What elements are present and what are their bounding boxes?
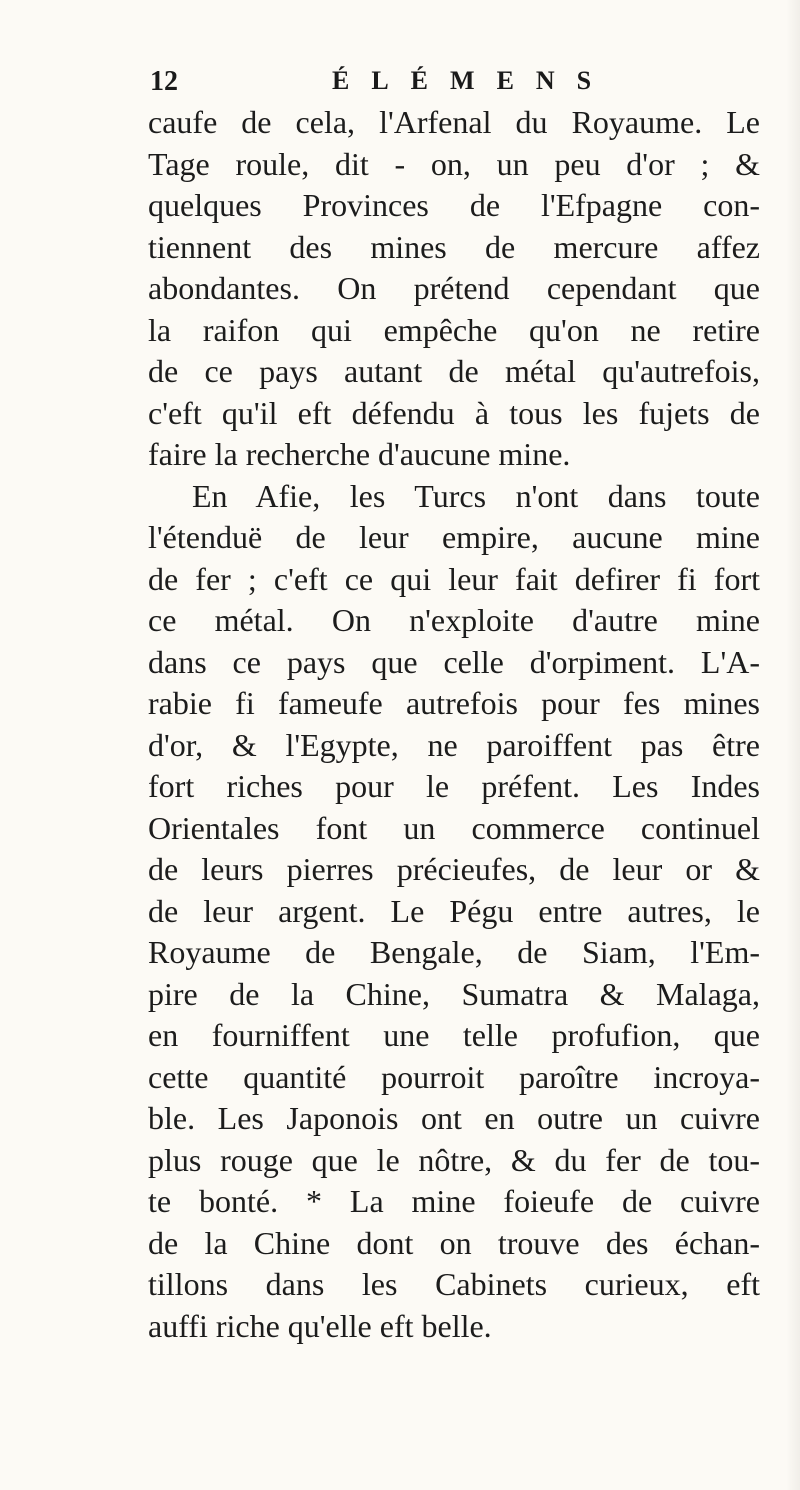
- text-line: tiennent des mines de mercure affez: [148, 228, 760, 265]
- text-line: de la Chine dont on trouve des échan-: [148, 1224, 760, 1261]
- text-line: abondantes. On prétend cependant que: [148, 270, 760, 306]
- text-line: de leurs pierres précieufes, de leur or &: [148, 851, 760, 887]
- text-line: faire la recherche d'aucune mine.: [148, 436, 571, 472]
- text-line: tillons dans les Cabinets curieux, eft: [148, 1266, 760, 1302]
- text-line: c'eft qu'il eft défendu à tous les fujets de: [148, 394, 760, 431]
- text-line: auffi riche qu'elle eft belle.: [148, 1307, 492, 1344]
- text-line: ble. Les Japonois ont en outre un cuivre: [148, 1100, 760, 1136]
- text-line: dans ce pays que celle d'orpiment. L'A-: [148, 643, 760, 680]
- text-line: fort riches pour le préfent. Les Indes: [148, 768, 760, 804]
- text-line: Tage roule, dit - on, un peu d'or ; &: [148, 145, 760, 182]
- text-line: Orientales font un commerce continuel: [148, 809, 760, 846]
- text-line: en fourniffent une telle profufion, que: [148, 1017, 760, 1053]
- text-line: de leur argent. Le Pégu entre autres, le: [148, 892, 760, 929]
- text-line: l'étenduë de leur empire, aucune mine: [148, 519, 760, 555]
- text-line: d'or, & l'Egypte, ne paroiffent pas être: [148, 726, 760, 763]
- page-edge-shadow: [786, 0, 800, 1490]
- text-line: de ce pays autant de métal qu'autrefois,: [148, 353, 760, 389]
- running-header: [150, 64, 750, 100]
- text-line: caufe de cela, l'Arfenal du Royaume. Le: [148, 104, 760, 140]
- text-line: la raifon qui empêche qu'on ne retire: [148, 311, 760, 348]
- text-line: te bonté. * La mine foieufe de cuivre: [148, 1183, 760, 1219]
- text-line: pire de la Chine, Sumatra & Malaga,: [148, 975, 760, 1012]
- running-title: ÉLÉMENS: [332, 66, 614, 95]
- text-line: quelques Provinces de l'Efpagne con-: [148, 187, 760, 223]
- page-number: 12: [150, 66, 178, 97]
- text-line: ce métal. On n'exploite d'autre mine: [148, 602, 760, 638]
- text-line: plus rouge que le nôtre, & du fer de tou-: [148, 1141, 760, 1178]
- text-line: En Afie, les Turcs n'ont dans toute: [192, 477, 760, 514]
- text-line: Royaume de Bengale, de Siam, l'Em-: [148, 934, 760, 970]
- text-line: de fer ; c'eft ce qui leur fait defirer fi fort: [148, 560, 760, 597]
- body-text: [148, 102, 760, 1347]
- text-line: rabie fi fameufe autrefois pour fes mines: [148, 685, 760, 721]
- text-line: cette quantité pourroit paroître incroya-: [148, 1058, 760, 1095]
